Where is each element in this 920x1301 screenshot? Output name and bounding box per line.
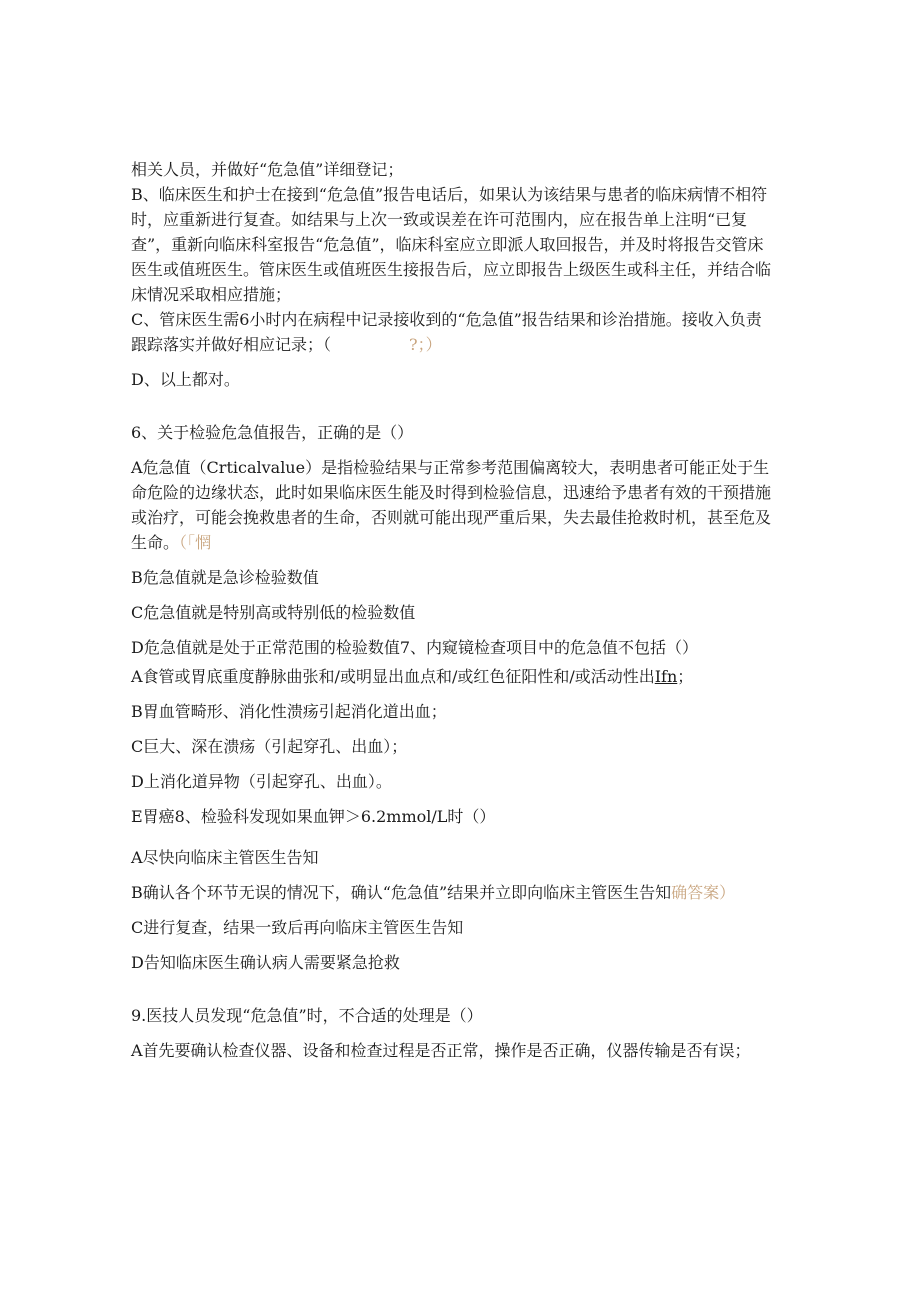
option-b-recheck: B、临床医生和护士在接到“危急值”报告电话后，如果认为该结果与患者的临床病情不相符时，应重新进行复查。如结果与上次一致或误差在许可范围内，应在报告单上注明“已复查”，重新向临床科室报告“危急值”，临床科室应立即派人取回报告，并及时将报告交管床医生或值班医生。管床医生或值班医生接报告后，应立即报告上级医生或科主任，并结合临床情况采取相应措施；	[131, 185, 772, 304]
answer-mark: （「惘	[179, 533, 212, 552]
paragraph-continuation: 相关人员，并做好“危急值”详细登记；	[131, 160, 404, 179]
answer-mark: ?；）	[409, 335, 442, 354]
question-6-option-d-question-7: D危急值就是处于正常范围的检验数值7、内窥镜检查项目中的危急值不包括（）	[131, 638, 699, 657]
option-d-all-correct: D、以上都对。	[131, 370, 240, 389]
question-6-option-a: A危急值（Crticalvalue）是指检验结果与正常参考范围偏离较大，表明患者可能正处于生命危险的边缘状态，此时如果临床医生能及时得到检验信息，迅速给予患者有效的干预措施或治疗，可能会挽救患者的生命，否则就可能出现严重后果，失去最佳抢救时机，甚至危及生命。（「惘	[131, 458, 772, 552]
question-7-option-b: B胃血管畸形、消化性溃疡引起消化道出血；	[131, 702, 447, 721]
question-6-option-c: C危急值就是特别高或特别低的检验数值	[131, 603, 416, 622]
answer-mark: 确答案）	[671, 883, 736, 902]
question-6-option-b: B危急值就是急诊检验数值	[131, 568, 319, 587]
option-c-record: C、管床医生需6小时内在病程中记录接收到的“危急值”报告结果和诊治措施。接收入负责跟踪落实并做好相应记录；（ ?；）	[131, 310, 762, 354]
question-7-option-a: A食管或胃底重度静脉曲张和/或明显出血点和/或红色征阳性和/或活动性出Ifn；	[131, 667, 694, 686]
question-8-option-d: D告知临床医生确认病人需要紧急抢救	[131, 953, 400, 972]
question-7-option-e-question-8: E胃癌8、检验科发现如果血钾＞6.2mmol/L时（）	[131, 807, 496, 826]
question-6: 6、关于检验危急值报告，正确的是（）	[131, 423, 414, 442]
question-7-option-d: D上消化道异物（引起穿孔、出血）。	[131, 772, 392, 791]
question-9: 9.医技人员发现“危急值”时，不合适的处理是（）	[131, 1006, 483, 1025]
question-7-option-c: C巨大、深在溃疡（引起穿孔、出血）；	[131, 737, 408, 756]
question-9-option-a: A首先要确认检查仪器、设备和检查过程是否正常，操作是否正确，仪器传输是否有误；	[131, 1041, 751, 1060]
document-body	[131, 157, 771, 1063]
question-8-option-c: C进行复查，结果一致后再向临床主管医生告知	[131, 918, 464, 937]
question-8-option-b: B确认各个环节无误的情况下，确认“危急值”结果并立即向临床主管医生告知确答案）	[131, 883, 736, 902]
underlined-text: Ifn	[654, 667, 678, 686]
question-8-option-a: A尽快向临床主管医生告知	[131, 848, 319, 867]
